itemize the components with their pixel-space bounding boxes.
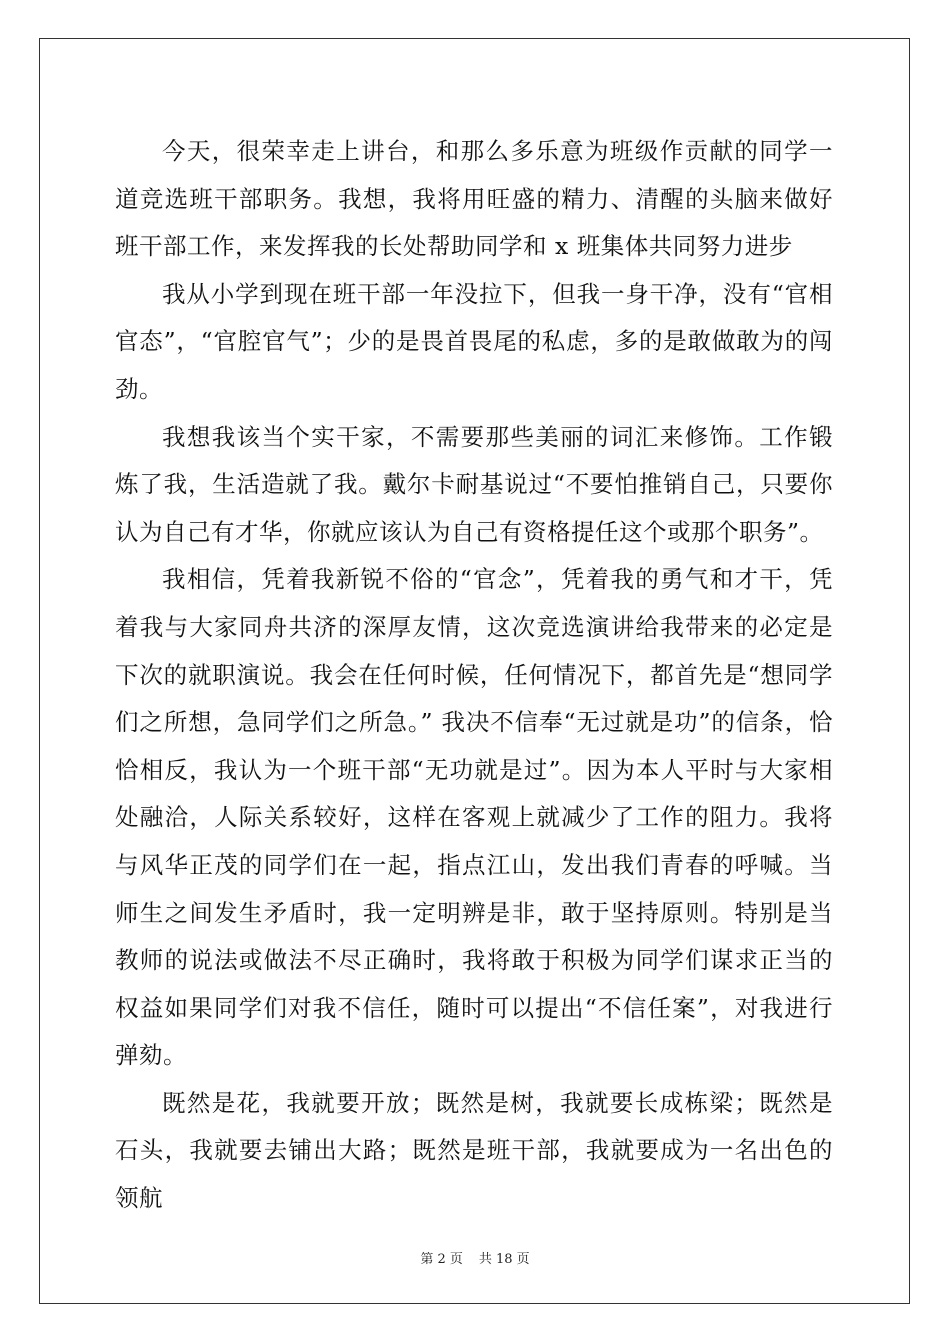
paragraph-3: 我想我该当个实干家，不需要那些美丽的词汇来修饰。工作锻炼了我，生活造就了我。戴尔卡耐基说过“不要怕推销自己，只要你认为自己有才华，你就应该认为自己有资格提任这个或那个职务”。: [115, 422, 833, 546]
page-footer: [0, 1248, 950, 1267]
paragraph-1: 今天，很荣幸走上讲台，和那么多乐意为班级作贡献的同学一道竞选班干部职务。我想，我将用旺盛的精力、清醒的头脑来做好班干部工作，来发挥我的长处帮助同学和 x 班集体共同努力进步: [115, 137, 833, 261]
paragraph-4: 我相信，凭着我新锐不俗的“官念”，凭着我的勇气和才干，凭着我与大家同舟共济的深厚友情，这次竞选演讲给我带来的必定是下次的就职演说。我会在任何时候，任何情况下，都首先是“想同学们之所想，急同学们之所急。” 我决不信奉“无过就是功”的信条，恰恰相反，我认为一个班干部“无功就是过”。因为本人平时与大家相处融洽，人际关系较好，这样在客观上就减少了工作的阻力。我将与风华正茂的同学们在一起，指点江山，发出我们青春的呼喊。当师生之间发生矛盾时，我一定明辨是非，敢于坚持原则。特别是当教师的说法或做法不尽正确时，我将敢于积极为同学们谋求正当的权益如果同学们对我不信任，随时可以提出“不信任案”，对我进行弹劾。: [115, 565, 833, 1070]
paragraph-2: 我从小学到现在班干部一年没拉下，但我一身干净，没有“官相官态”，“官腔官气”；少的是畏首畏尾的私虑，多的是敢做敢为的闯劲。: [115, 279, 833, 403]
paragraph-5: 既然是花，我就要开放；既然是树，我就要长成栋梁；既然是石头，我就要去铺出大路；既然是班干部，我就要成为一名出色的领航: [115, 1088, 833, 1213]
document-body: [115, 128, 833, 1223]
page-number: 第 2 页: [420, 1252, 463, 1267]
page-total: 共 18 页: [478, 1252, 530, 1267]
